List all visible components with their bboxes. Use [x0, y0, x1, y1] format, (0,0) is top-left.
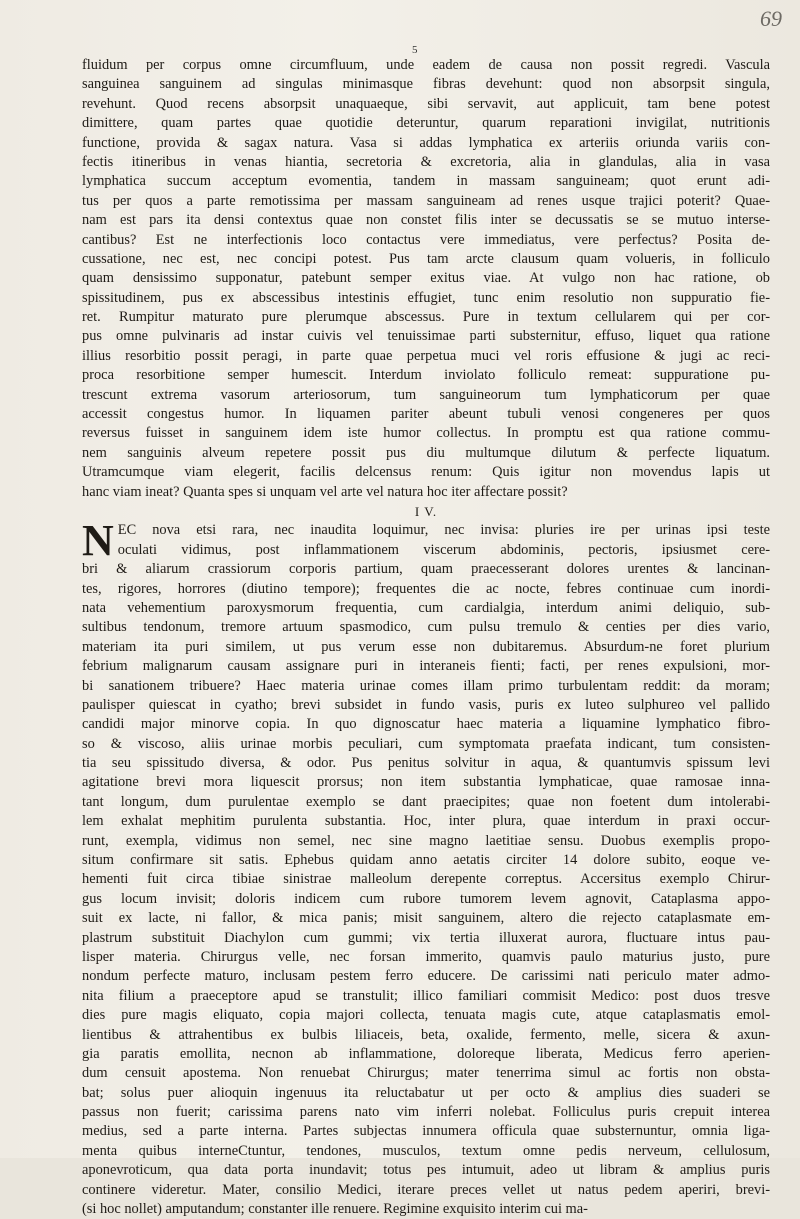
text-line: EC nova etsi rara, nec inaudita loquimur, nec invisa: pluries ire per urinas ipsi teste [117, 522, 770, 539]
text-line: cussatione, nec est, nec concipi potest. Pus tam arcte clausum quam volueris, in folliculo [82, 250, 770, 267]
text-line: accessit congestus humor. In liquamen pariter abeunt tubuli venosi congeneres per quos [82, 406, 770, 423]
text-line: medius, sed a parte interna. Partes subjectas innumera officula quae substernuntur, omnia liga- [82, 1123, 770, 1140]
text-line: pus omne pulvinaris ad instar cuivis vel tenuissimae parti substernitur, effuso, liquet qua ratione [82, 328, 770, 345]
text-line: Utramcumque viam elegerit, facilis delcensus renum: Quis igitur non movendus lapis ut [82, 464, 770, 481]
text-line: ret. Rumpitur maturato pure plerumque abscessus. Pure in textum cellularem qui per cor- [82, 309, 770, 326]
text-line: gus locum invisit; doloris indicem cum rubore tumorem levem agnovit, Cataplasma appo- [82, 890, 770, 907]
text-line: situm confirmare sit satis. Ephebus quidam anno aetatis circiter 14 dolore subito, eoque ve- [82, 852, 770, 869]
text-line: lisper materia. Chirurgus velle, nec forsan immerito, quamvis paulo maturius justo, pure [82, 948, 770, 965]
section-heading: I V. [414, 503, 438, 519]
text-line: reversus fuisset in sanguinem idem iste humor collectus. In promptu est qua ratione commu- [82, 425, 770, 442]
text-line: tia seu spissitudo diversa, & odor. Pus penitus solvitur in aqua, & quantumvis spissum levi [82, 755, 770, 772]
text-line: materiam ita puri similem, ut pus verum esse non dubitaremus. Absurdum-ne foret plurium [82, 638, 770, 655]
text-line: aponevroticum, qua data porta inundavit; totus pes intumuit, adeo ut libram & amplius puris [82, 1162, 770, 1179]
text-line: gia paratis emollita, necnon ab inflammatione, doloreque liberata, Medicus ferro aperien- [82, 1045, 770, 1062]
text-line: spissitudinem, pus ex abscessibus intestinis effugiet, tunc enim resolutio non suppuratio fie- [82, 289, 770, 306]
text-line: lymphatica succum acceptum evomentia, tandem in massam sanguineam; quot erunt adi- [82, 173, 770, 190]
text-line: tus per quos a parte remotissima per massam sanguineam ad renes usque trajici poterit? Quae- [82, 192, 770, 209]
text-line: paulisper quiescat in cyatho; brevi subsidet in fundo vasis, puris ex luteo sulphureo vel pallido [82, 696, 770, 713]
text-line: hementi fuit circa tibiae sinistrae malleolum derepente correptus. Accersitus exemplo Chirur- [82, 871, 770, 888]
text-line: candidi major minorve copia. In quo dignoscatur haec materia a liquamine lymphatico fibro- [82, 716, 770, 733]
text-line: so & viscoso, aliis urinae morbis peculiari, cum symptomata praefata indicant, tum consisten- [82, 735, 770, 752]
text-line: nam est pars ita densi contextus quae non constet filis inter se decussatis se se mutuo interse- [82, 212, 770, 229]
text-line: nita filium a praeceptore apud se transtulit; illico familiari commisit Medico: post duos tresve [82, 987, 770, 1004]
text-line: quam densissimo supponatur, patebunt semper exitus viae. At vulgo non hac ratione, ob [82, 270, 770, 287]
text-line: trescunt extrema vasorum arteriosorum, tum sanguineorum tum lymphaticorum per quae [82, 386, 770, 403]
text-line: (si hoc nollet) amputandum; constanter ille renuere. Regimine exquisito interim cui ma- [82, 1201, 588, 1218]
text-line: sanguinea sanguinem ad singulas minimasque fibras devehunt: quod non absorpsit singula, [82, 76, 770, 93]
text-line: oculati vidimus, post inflammationem viscerum abdominis, pectoris, ipsiusmet cere- [117, 541, 770, 558]
text-line: lem exhalat mephitim purulenta substantia. Hoc, inter plura, quae interdum in praxi occur- [82, 813, 770, 830]
text-line: plastrum substituit Diachylon cum gummi; vix tertia illuxerat aurora, fluctuare intus pau- [82, 929, 770, 946]
drop-cap: N [82, 516, 114, 566]
text-line: fectis itineribus in venas hiantia, secretoria & excretoria, alia in glandulas, alia in vasa [82, 153, 770, 170]
body-text [82, 56, 770, 1219]
text-line: nem sanguinis alveum repetere possit pus diu multumque dilutum & perfecte liquatum. [82, 444, 770, 461]
text-line: cantibus? Est ne interfectionis loco contactus vere immediatus, vere perfectus? Posita de- [82, 231, 770, 248]
text-line: nondum perfecte maturo, inclusam pestem ferro educere. De carissimi nati periculo mater admo- [82, 968, 770, 985]
text-line: illius resorbitio possit peragi, in parte quae perpetua muci vel roris effusione & jugi ac reci- [82, 347, 770, 364]
text-line: dimittere, quam partes quae quotidie deteruntur, quarum reparationi invigilat, nutritionis [82, 115, 770, 132]
text-line: tant longum, dum purulentae exemplo se dant praecipites; quae non foetent dum intolerabi- [82, 793, 770, 810]
page-number: 69 [760, 6, 782, 31]
text-line: bi sanationem tribuere? Haec materia urinae comes illam primo turbulentam reddit: da moram; [82, 677, 770, 694]
paragraph-1 [82, 56, 770, 502]
signature-mark: 5 [412, 44, 418, 56]
text-line: dies pure magis eliquato, copia majori collecta, tenuata magis cute, atque cataplasmatis emol- [82, 1007, 770, 1024]
text-line: continere videretur. Mater, consilio Medici, iterare preces vellet ut natus pedem aperiri, brevi- [82, 1181, 770, 1198]
text-line: dum censuit apostema. Non renuebat Chirurgus; mater tenerrima simul ac fortis non obsta- [82, 1065, 770, 1082]
text-line: bri & aliarum crassiorum corporis partium, quam praecesserant dolores urentes & lancinan- [82, 561, 770, 578]
text-line: passus non fuerit; carissima parens nato vim inferri nolebat. Folliculus puris crepuit interea [82, 1104, 770, 1121]
text-line: agitatione brevi mora liquescit prorsus; non item substantia lymphaticae, quae ramosae inna- [82, 774, 770, 791]
paragraph-2 [82, 516, 770, 1219]
text-line: suit ex lacte, ni fallor, & mica panis; misit sanguinem, altero die rejecto cataplasmate em- [82, 910, 770, 927]
text-line: bat; solus puer alioquin ingenuus ita reluctabatur ut per octo & amplius dies suaderi se [82, 1084, 770, 1101]
text-line: proca resorbitione semper humescit. Interdum inviolato folliculo remeat: suppuratione pu- [82, 367, 770, 384]
text-line: sultibus tendonum, tremore artuum spasmodico, cum pulsu tremulo & centies per dies vario, [82, 619, 770, 636]
text-line: menta quibus interneCtuntur, tendones, musculos, textum omne pedis nerveum, cellulosum, [82, 1142, 770, 1159]
text-line: nata vehementium paroxysmorum frequentia, cum cardialgia, interdum animi deliquio, sub- [82, 599, 770, 616]
text-line: functione, provida & sagax natura. Vasa si addas lymphatica ex arteriis oriunda variis con- [82, 134, 770, 151]
text-line: hanc viam ineat? Quanta spes si unquam vel arte vel natura hoc iter affectare possit? [82, 483, 568, 500]
text-line: lientibus & attrahentibus ex bulbis liliaceis, beta, oxalide, fermento, melle, sicera & axun- [82, 1026, 770, 1043]
text-line: revehunt. Quod recens absorpsit unaquaeque, sibi servavit, aut applicuit, tam bene potest [82, 95, 770, 112]
text-line: tes, rigores, horrores (diutino tempore); frequentes die ac nocte, febres continuae cum inordi- [82, 580, 770, 597]
text-line: runt, exempla, vidimus non semel, nec sine magno laetitiae sensu. Duobus exemplis propo- [82, 832, 770, 849]
text-line: fluidum per corpus omne circumfluum, unde eadem de causa non possit regredi. Vascula [82, 57, 770, 73]
text-line: febrium malignarum causam assignare puri in interaneis fienti; facti, per renes expulsioni, mor- [82, 658, 770, 675]
